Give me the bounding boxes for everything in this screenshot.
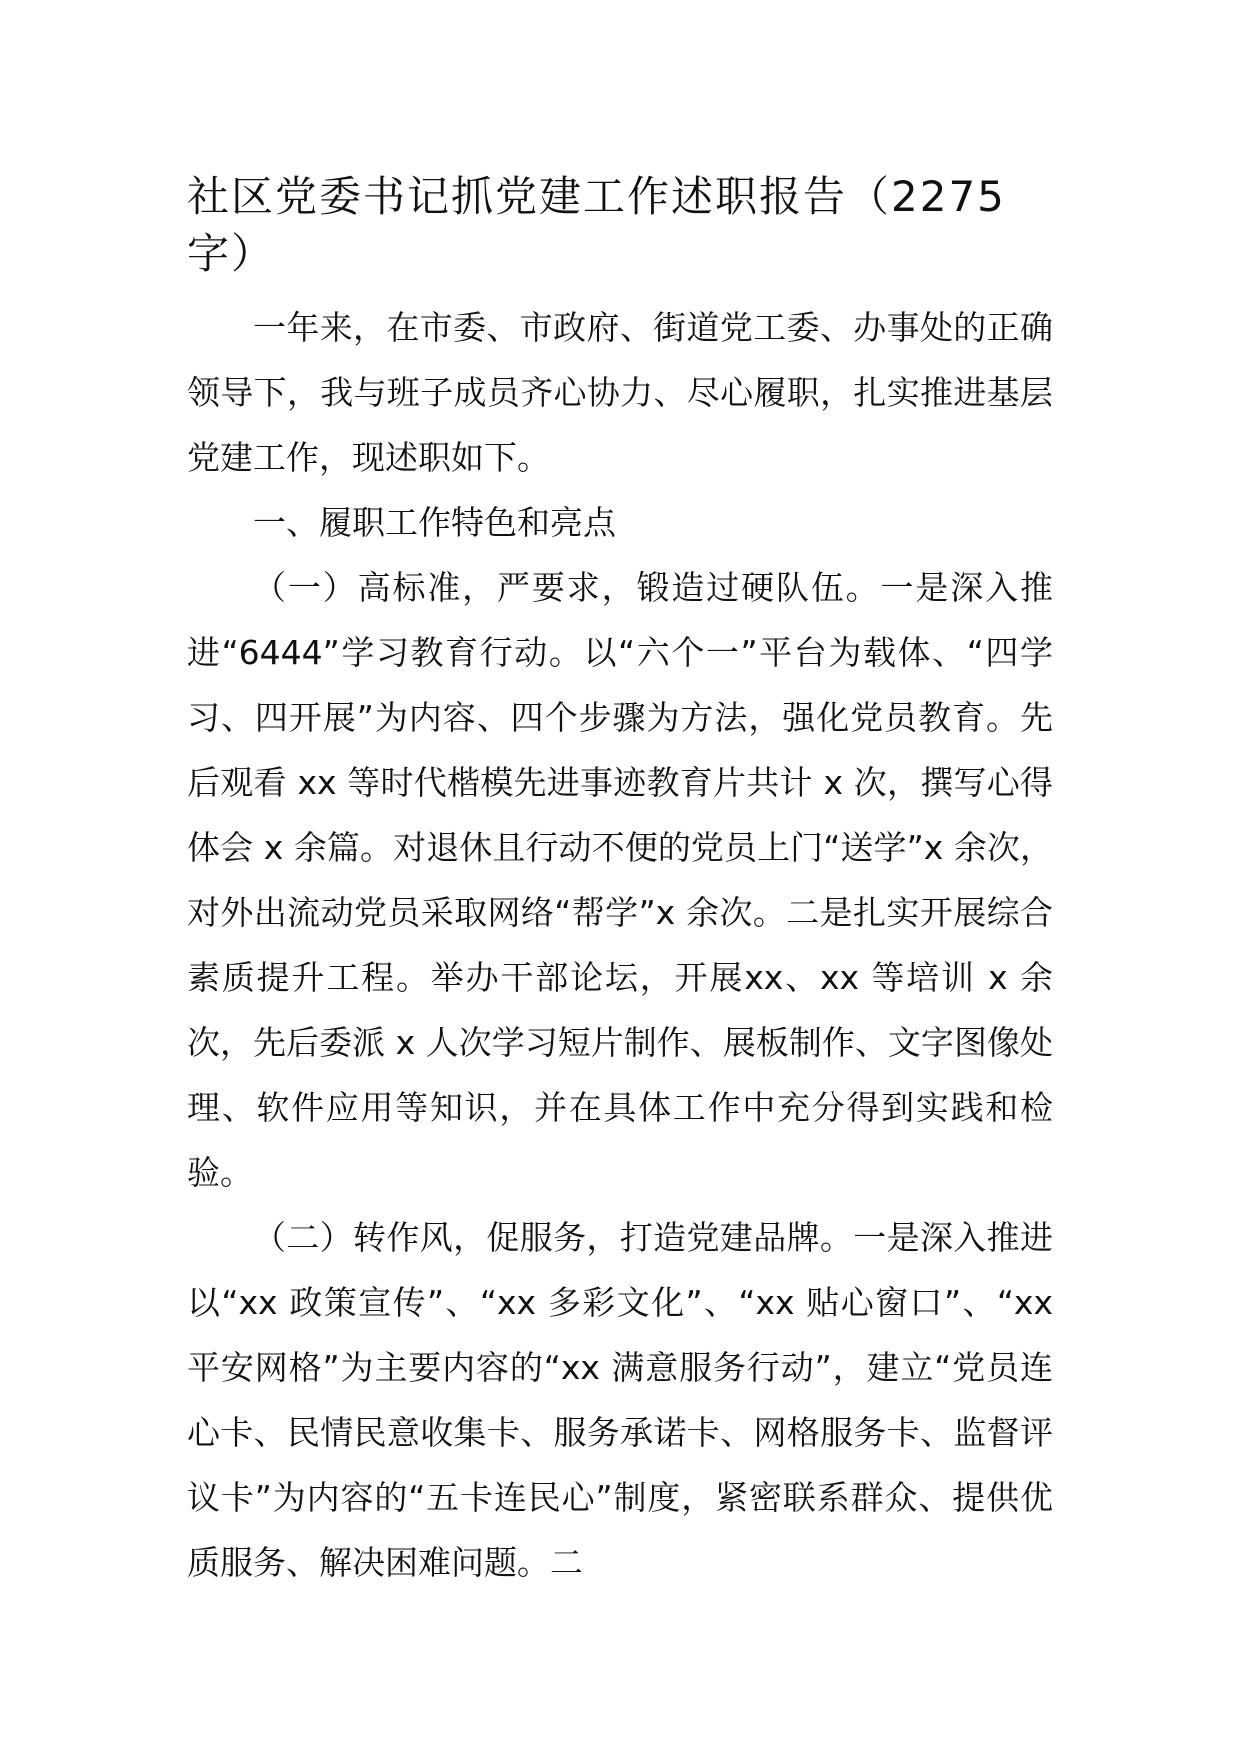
paragraph-intro: 一年来，在市委、市政府、街道党工委、办事处的正确领导下，我与班子成员齐心协力、尽心履职，扎实推进基层党建工作，现述职如下。 [187,308,1053,477]
paragraph-section-1: （一）高标准，严要求，锻造过硬队伍。一是深入推进“6444”学习教育行动。以“六个一”平台为载体、“四学习、四开展”为内容、四个步骤为方法，强化党员教育。先后观看 xx 等时代楷模先进事迹教育片共计 x 次，撰写心得体会 x 余篇。对退休且行动不便的党员上门“送学”x 余次，对外出流动党员采取网络“帮学”x 余次。二是扎实开展综合素质提升工程。举办干部论坛，开展xx、xx 等培训 x 余次，先后委派 x 人次学习短片制作、展板制作、文字图像处理、软件应用等知识，并在具体工作中充分得到实践和检验。 [187,568,1053,1192]
document-title: 社区党委书记抓党建工作述职报告（2275字） [187,172,1006,278]
section-heading: 一、履职工作特色和亮点 [253,503,616,542]
document-body [187,295,1053,1595]
paragraph-section-2: （二）转作风，促服务，打造党建品牌。一是深入推进以“xx 政策宣传”、“xx 多彩文化”、“xx 贴心窗口”、“xx 平安网格”为主要内容的“xx 满意服务行动”，建立“党员连心卡、民情民意收集卡、服务承诺卡、网格服务卡、监督评议卡”为内容的“五卡连民心”制度，紧密联系群众、提供优质服务、解决困难问题。二 [187,1218,1053,1582]
